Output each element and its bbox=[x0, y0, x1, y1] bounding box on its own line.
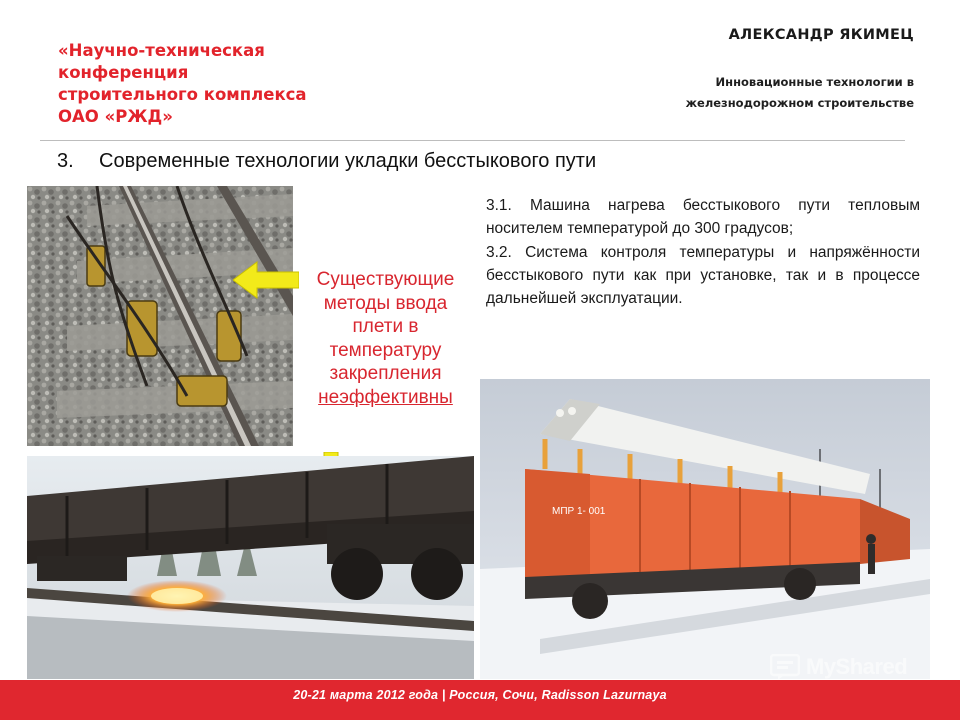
heating-machine-photo bbox=[480, 379, 930, 679]
callout-line: температуру bbox=[329, 339, 442, 361]
callout-text bbox=[298, 268, 473, 409]
conference-title-line: «Научно-техническая bbox=[58, 41, 265, 60]
section-title: Современные технологии укладки бесстыкового пути bbox=[99, 150, 597, 172]
watermark bbox=[770, 652, 907, 682]
description-item: 3.1. Машина нагрева бесстыкового пути тепловым носителем температурой до 300 градусов; bbox=[486, 197, 920, 237]
section-number: 3. bbox=[57, 150, 74, 172]
header-divider bbox=[40, 140, 905, 141]
callout-line: методы ввода bbox=[323, 292, 448, 314]
author-name: АЛЕКСАНДР ЯКИМЕЦ bbox=[728, 27, 914, 43]
conference-title bbox=[58, 40, 368, 128]
watermark-logo-icon bbox=[770, 654, 800, 680]
callout-line: Существующие bbox=[316, 269, 455, 290]
description-item: 3.2. Система контроля температуры и напряжённости бесстыкового пути как при установке, так и в процессе дальнейшей эксплуатации. bbox=[486, 244, 920, 307]
subtitle-line: Инновационные технологии в bbox=[715, 75, 914, 89]
train-number-label: МПР 1- 001 bbox=[552, 506, 606, 517]
callout-line: плети в bbox=[352, 316, 419, 337]
conference-title-line: строительного комплекса bbox=[58, 85, 307, 104]
callout-line: закрепления bbox=[329, 363, 442, 384]
arrow-left-icon bbox=[233, 260, 299, 300]
subtitle-line: железнодорожном строительстве bbox=[685, 96, 914, 110]
footer-text: 20-21 марта 2012 года | Россия, Сочи, Radisson Lazurnaya bbox=[293, 688, 667, 702]
conference-title-line: ОАО «РЖД» bbox=[58, 107, 173, 126]
watermark-text: MyShared bbox=[806, 654, 908, 679]
description-list bbox=[486, 194, 920, 311]
flatcar-heating-photo bbox=[27, 456, 474, 679]
rail-clamp-photo bbox=[27, 186, 293, 446]
conference-title-line: конференция bbox=[58, 63, 189, 82]
presentation-subtitle bbox=[614, 72, 914, 114]
callout-underlined-word: неэффективны bbox=[318, 386, 453, 408]
